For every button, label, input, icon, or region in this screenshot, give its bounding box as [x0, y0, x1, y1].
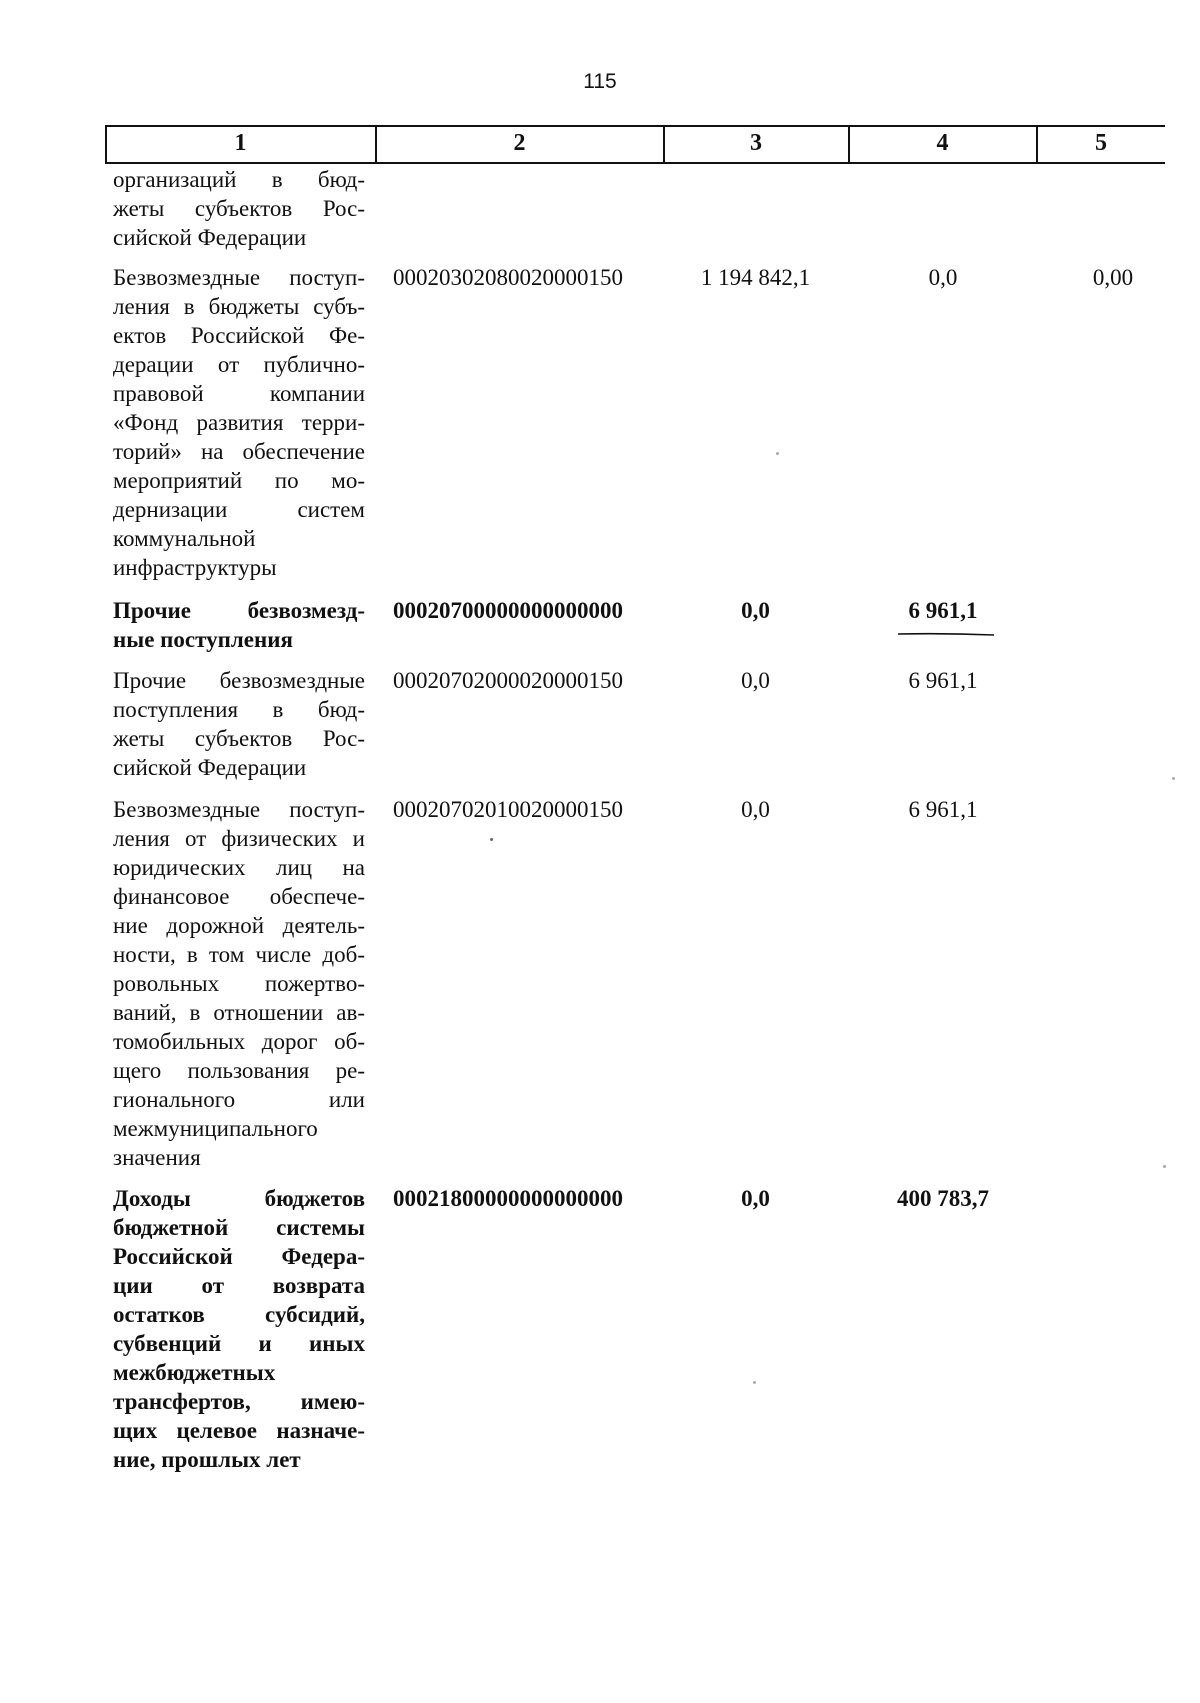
- description-line: бюджетной системы: [113, 1215, 365, 1240]
- description-line: финансовое обеспече-: [113, 884, 365, 909]
- scan-speck: [1172, 777, 1175, 780]
- row-code: 00020702000020000150: [393, 668, 623, 693]
- description-line: остатков субсидий,: [113, 1302, 365, 1327]
- row-col3-value: 0,0: [741, 1186, 770, 1211]
- scan-speck: [776, 452, 779, 455]
- description-line: Прочие безвозмезд-: [113, 598, 365, 623]
- row-col4-value: 6 961,1: [908, 598, 978, 623]
- description-line: щего пользования ре-: [113, 1058, 365, 1083]
- row-col5-value: 0,00: [1092, 265, 1134, 290]
- description-line: поступления в бюд-: [113, 697, 365, 722]
- description-line: сийской Федерации: [113, 755, 307, 780]
- description-line: коммунальной: [113, 526, 256, 551]
- column-header-4: 4: [936, 130, 949, 156]
- row-col4-value: 400 783,7: [897, 1186, 989, 1211]
- row-col4-value: 0,0: [928, 265, 958, 290]
- description-line: ровольных пожертво-: [113, 971, 365, 996]
- row-description: [113, 596, 365, 654]
- description-line: субвенций и иных: [113, 1331, 365, 1356]
- row-description: [113, 263, 365, 582]
- row-description: [113, 666, 365, 782]
- description-line: торий» на обеспечение: [113, 439, 365, 464]
- description-line: ности, в том числе доб-: [113, 942, 365, 967]
- column-header-2: 2: [513, 130, 526, 156]
- description-line: ваний, в отношении ав-: [113, 1000, 365, 1025]
- table-top-border: [105, 125, 1165, 127]
- column-header-3: 3: [750, 130, 762, 156]
- row-col4-value: 6 961,1: [908, 797, 978, 822]
- row-code: 00021800000000000000: [393, 1186, 623, 1211]
- description-line: ектов Российской Фе-: [113, 323, 365, 348]
- row-code: 00020702010020000150: [393, 797, 623, 822]
- description-line: юридических лиц на: [113, 855, 365, 880]
- description-line: инфраструктуры: [113, 555, 277, 580]
- description-line: гионального или: [113, 1087, 365, 1112]
- column-header-5: 5: [1095, 130, 1107, 156]
- description-line: Доходы бюджетов: [113, 1186, 365, 1211]
- description-line: «Фонд развития терри-: [113, 410, 365, 435]
- description-line: щих целевое назначе-: [113, 1418, 365, 1443]
- description-line: ние дорожной деятель-: [113, 913, 365, 938]
- description-line: мероприятий по мо-: [113, 468, 365, 493]
- description-line: ние, прошлых лет: [113, 1447, 301, 1472]
- description-line: сийской Федерации: [113, 225, 307, 250]
- description-line: Прочие безвозмездные: [113, 668, 365, 693]
- row-description: [113, 795, 365, 1172]
- description-line: межбюджетных: [113, 1360, 276, 1385]
- page-number: 115: [583, 70, 617, 93]
- row-code: 00020700000000000000: [393, 598, 623, 623]
- scan-speck: [490, 838, 493, 841]
- description-line: жеты субъектов Рос-: [113, 726, 365, 751]
- description-line: ные поступления: [113, 627, 293, 652]
- description-line: Безвозмездные поступ-: [113, 797, 365, 822]
- description-line: ции от возврата: [113, 1273, 365, 1298]
- row-col3-value: 1 194 842,1: [700, 265, 811, 290]
- description-line: межмуниципального: [113, 1116, 318, 1141]
- row-description: [113, 1184, 365, 1474]
- handwritten-underline: [897, 632, 995, 636]
- column-header-1: 1: [234, 130, 247, 156]
- row-col3-value: 0,0: [741, 668, 770, 693]
- description-line: трансфертов, имею-: [113, 1389, 365, 1414]
- row-col3-value: 0,0: [741, 598, 770, 623]
- description-line: правовой компании: [113, 381, 365, 406]
- description-line: ления от физических и: [113, 826, 365, 851]
- description-line: ления в бюджеты субъ-: [113, 294, 365, 319]
- row-col4-value: 6 961,1: [908, 668, 978, 693]
- description-line: Безвозмездные поступ-: [113, 265, 365, 290]
- row-code: 00020302080020000150: [393, 265, 623, 290]
- table-header-bottom-border: [105, 162, 1165, 164]
- description-line: Российской Федера-: [113, 1244, 365, 1269]
- description-line: дернизации систем: [113, 497, 365, 522]
- row-description: [113, 165, 365, 252]
- description-line: значения: [113, 1145, 201, 1170]
- scan-speck: [1163, 1165, 1166, 1168]
- description-line: организаций в бюд-: [113, 167, 365, 192]
- description-line: дерации от публично-: [113, 352, 365, 377]
- description-line: жеты субъектов Рос-: [113, 196, 365, 221]
- description-line: томобильных дорог об-: [113, 1029, 365, 1054]
- row-col3-value: 0,0: [741, 797, 770, 822]
- scan-speck: [753, 1381, 756, 1384]
